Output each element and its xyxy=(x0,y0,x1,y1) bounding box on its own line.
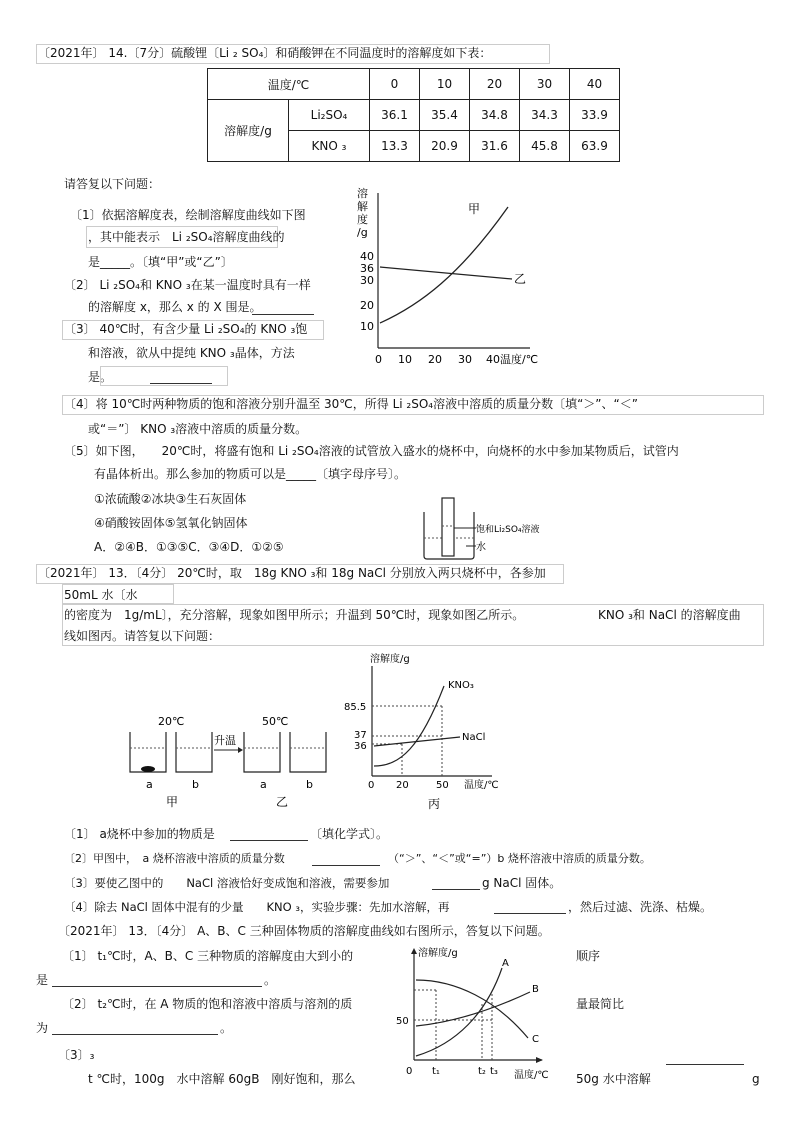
answer-line xyxy=(52,986,262,987)
table-cell: 35.4 xyxy=(420,100,470,131)
x-tick: 30 xyxy=(458,353,472,366)
sol-label: 溶解度/g xyxy=(208,100,289,162)
curve-jia xyxy=(380,207,508,323)
q3-header: 〔2021年〕 13．〔4分〕 A、B、C 三种固体物质的溶解度曲线如右图所示，答复以下问题。 xyxy=(58,924,550,938)
temp-50: 50℃ xyxy=(262,715,289,728)
y-tick: 30 xyxy=(360,274,374,287)
x-tick-20: 20 xyxy=(396,780,409,791)
q3-s2c: 。 xyxy=(220,1021,233,1035)
answer-line xyxy=(494,913,566,914)
temp-cell: 30 xyxy=(520,69,570,100)
q1-p2a: 〔2〕 Li ₂SO₄和 KNO ₃在某一温度时具有一样 xyxy=(64,278,311,292)
table-cell: 34.3 xyxy=(520,100,570,131)
y-label-3: 度 xyxy=(357,213,368,226)
arrow-label: 升温 xyxy=(214,734,236,747)
x-label: 温度/℃ xyxy=(514,1070,549,1081)
q3-s3b: t ℃时，100g 水中溶解 60gB 刚好饱和，那么 xyxy=(88,1072,356,1086)
q2-line3a: 的密度为 1g/mL〕，充分溶解，现象如图甲所示；升温到 50℃时，现象如图乙所示。 xyxy=(64,608,525,622)
q2-s2b: （“＞”、“＜”或“=”）b 烧杯溶液中溶质的质量分数。 xyxy=(388,852,651,865)
y-tick-85: 85.5 xyxy=(344,702,367,713)
q2-s4b: ，然后过滤、洗涤、枯燥。 xyxy=(568,900,713,914)
q2-line4: 线如图丙。请答复以下问题： xyxy=(64,629,221,643)
label-A: A xyxy=(502,958,509,969)
q1-p1c: 是_____。〔填“甲”或“乙”〕 xyxy=(88,255,233,269)
table-cell: 31.6 xyxy=(470,131,520,162)
q3-s2r: 量最简比 xyxy=(576,997,625,1011)
label-C: C xyxy=(532,1034,539,1045)
y-label: 溶解度/g xyxy=(370,654,410,665)
q1-p4a: 〔4〕将 10℃时两种物质的饱和溶液分别升温至 30℃，所得 Li ₂SO₄溶液中溶质的质量分数〔填“＞”、“＜” xyxy=(64,397,638,411)
row-name: Li₂SO₄ xyxy=(289,100,370,131)
label-nacl: NaCl xyxy=(462,732,486,743)
frame xyxy=(100,366,228,386)
temp-cell: 40 xyxy=(570,69,620,100)
x-tick-50: 50 xyxy=(436,780,449,791)
arrow-head xyxy=(238,747,243,753)
q2-header: 〔2021年〕 13．〔4分〕 20℃时，取 18g KNO ₃和 18g NaCl 分别放入两只烧杯中，各参加 xyxy=(38,566,546,580)
answer-line xyxy=(666,1064,744,1065)
q2-line2: 50mL 水〔水 xyxy=(64,588,138,602)
q2-s2: 〔2〕甲图中， a 烧杯溶液中溶质的质量分数 xyxy=(64,852,285,865)
x-label: 温度/℃ xyxy=(464,780,499,791)
q1-p3c: 是。 xyxy=(88,370,113,384)
q3-s1r: 顺序 xyxy=(576,949,601,963)
q1-opt3: A．②④B．①③⑤C．③④D．①②⑤ xyxy=(94,540,284,554)
q1-p4b: 或“＝”〕 KNO ₃溶液中溶质的质量分数。 xyxy=(88,422,308,436)
answer-line xyxy=(252,314,314,315)
table-cell: 36.1 xyxy=(370,100,420,131)
temp-cell: 0 xyxy=(370,69,420,100)
label-yi: 乙 xyxy=(276,795,289,809)
undissolved-solid xyxy=(141,766,155,772)
label-water: 水 xyxy=(476,542,486,553)
beaker-b1 xyxy=(176,732,212,772)
answer-line xyxy=(312,865,380,866)
curve-c xyxy=(416,980,528,1038)
answer-line xyxy=(52,1034,218,1035)
q3-s3g: g xyxy=(752,1072,760,1086)
table-cell: 34.8 xyxy=(470,100,520,131)
x-tick: 20 xyxy=(428,353,442,366)
x-tick-t1: t₁ xyxy=(432,1066,440,1077)
q2-s1: 〔1〕 a烧杯中参加的物质是 xyxy=(64,827,215,841)
y-tick: 20 xyxy=(360,299,374,312)
test-tube xyxy=(442,498,454,556)
q1-header: 〔2021年〕 14.〔7分〕硫酸锂〔Li ₂ SO₄〕和硝酸钾在不同温度时的溶解度如下表： xyxy=(38,46,492,60)
label-a: a xyxy=(260,778,267,791)
x-tick-t3: t₃ xyxy=(490,1066,498,1077)
q3-solubility-graph xyxy=(396,944,566,1086)
q2-solubility-graph xyxy=(340,648,530,814)
y-tick-50: 50 xyxy=(396,1016,409,1027)
q1-p5a: 〔5〕如下图， 20℃时，将盛有饱和 Li ₂SO₄溶液的试管放入盛水的烧杯中，向烧杯的水中参加某物质后，试管内 xyxy=(64,444,679,458)
temp-cell: 20 xyxy=(470,69,520,100)
y-label-4: /g xyxy=(357,226,368,239)
curve-kno3 xyxy=(374,686,444,766)
label-jia: 甲 xyxy=(166,795,179,809)
curve-nacl xyxy=(374,737,460,746)
y-label-1: 溶 xyxy=(357,187,368,200)
table-cell: 63.9 xyxy=(570,131,620,162)
temp-label: 温度/℃ xyxy=(208,69,370,100)
y-tick-37: 37 xyxy=(354,730,367,741)
q2-s4: 〔4〕除去 NaCl 固体中混有的少量 KNO ₃，实验步骤：先加水溶解，再 xyxy=(64,900,450,914)
label-solution: 饱和Li₂SO₄溶液 xyxy=(476,525,540,535)
beaker-a2 xyxy=(244,732,280,772)
x-arrow xyxy=(536,1057,543,1063)
q1-p5b: 有晶体析出。那么参加的物质可以是_____〔填字母序号〕。 xyxy=(94,467,407,481)
temp-20: 20℃ xyxy=(158,715,185,728)
x-tick-t2: t₂ xyxy=(478,1066,486,1077)
q1-p1b: ，其中能表示 Li ₂SO₄溶解度曲线的 xyxy=(88,230,285,244)
y-label-2: 解 xyxy=(357,200,368,213)
q2-s3b: g NaCl 固体。 xyxy=(482,876,562,890)
test-tube-beaker-figure xyxy=(416,496,576,562)
y-arrow xyxy=(411,948,417,954)
q2-s1b: 〔填化学式〕。 xyxy=(310,827,389,841)
label-jia: 甲 xyxy=(468,202,481,216)
y-tick-36: 36 xyxy=(354,741,367,752)
label-B: B xyxy=(532,984,539,995)
label-kno3: KNO₃ xyxy=(448,680,474,691)
origin: 0 xyxy=(406,1066,413,1077)
q1-prompt: 请答复以下问题： xyxy=(64,177,161,191)
q1-opt1: ①浓硫酸②冰块③生石灰固体 xyxy=(94,492,247,506)
table-cell: 45.8 xyxy=(520,131,570,162)
x-label: 温度/℃ xyxy=(500,353,539,366)
q1-p2b: 的溶解度 x，那么 x 的 X 围是。 xyxy=(88,300,262,314)
label-b: b xyxy=(306,778,313,791)
q1-p3a: 〔3〕 40℃时，有含少量 Li ₂SO₄的 KNO ₃饱 xyxy=(64,322,308,336)
y-label: 溶解度/g xyxy=(418,948,458,959)
beaker-b2 xyxy=(290,732,326,772)
q3-s3r: 50g 水中溶解 xyxy=(576,1072,651,1086)
label-a: a xyxy=(146,778,153,791)
row-name: KNO ₃ xyxy=(289,131,370,162)
x-tick: 10 xyxy=(398,353,412,366)
q1-p3b: 和溶液，欲从中提纯 KNO ₃晶体，方法 xyxy=(88,346,295,360)
table-cell: 13.3 xyxy=(370,131,420,162)
solubility-table xyxy=(207,68,620,162)
temp-cell: 10 xyxy=(420,69,470,100)
label-bing: 丙 xyxy=(428,797,441,811)
x-tick: 0 xyxy=(375,353,382,366)
y-tick: 36 xyxy=(360,262,374,275)
y-tick: 40 xyxy=(360,250,374,263)
answer-line xyxy=(230,840,308,841)
x-tick-0: 0 xyxy=(368,780,375,791)
q3-s2b: 为 xyxy=(36,1021,49,1035)
q2-line3b: KNO ₃和 NaCl 的溶解度曲 xyxy=(598,608,741,622)
q3-s1a: 〔1〕 t₁℃时，A、B、C 三种物质的溶解度由大到小的 xyxy=(62,949,354,963)
table-cell: 20.9 xyxy=(420,131,470,162)
q3-s2a: 〔2〕 t₂℃时，在 A 物质的饱和溶液中溶质与溶剂的质 xyxy=(62,997,353,1011)
q3-s1b: 是 xyxy=(36,973,49,987)
q1-solubility-graph xyxy=(340,185,550,375)
q1-opt2: ④硝酸铵固体⑤氢氧化钠固体 xyxy=(94,516,248,530)
q2-s3: 〔3〕要使乙图中的 NaCl 溶液恰好变成饱和溶液，需要参加 xyxy=(64,876,390,890)
label-b: b xyxy=(192,778,199,791)
curve-yi xyxy=(380,267,512,279)
q1-p1a: 〔1〕依据溶解度表，绘制溶解度曲线如下图 xyxy=(70,208,306,222)
y-tick: 10 xyxy=(360,320,374,333)
table-cell: 33.9 xyxy=(570,100,620,131)
q3-s3a: 〔3〕₃ xyxy=(58,1048,95,1062)
x-tick: 40 xyxy=(486,353,500,366)
curve-b xyxy=(416,992,530,1026)
label-yi: 乙 xyxy=(514,272,527,286)
q3-s1c: 。 xyxy=(264,973,277,987)
q2-beakers-figure xyxy=(126,714,346,814)
answer-line xyxy=(432,889,480,890)
